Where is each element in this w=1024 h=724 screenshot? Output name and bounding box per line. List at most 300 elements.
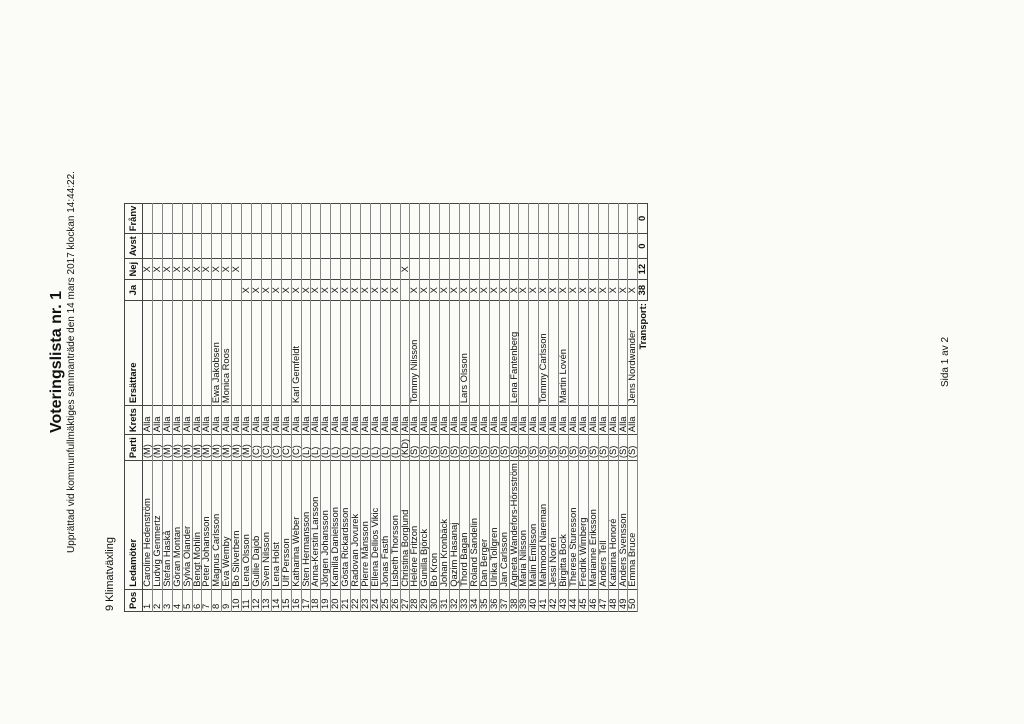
cell-nej [251, 259, 261, 280]
cell-ja: X [242, 280, 252, 301]
cell-franv [172, 203, 182, 234]
cell-name: Maria Nilsson [519, 461, 529, 590]
cell-franv [568, 203, 578, 234]
cell-krets: Alla [509, 406, 519, 435]
transport-avst: 0 [638, 234, 648, 259]
cell-krets: Alla [420, 406, 430, 435]
cell-name: Johan Kronbäck [440, 461, 450, 590]
cell-franv [420, 203, 430, 234]
cell-pos: 20 [331, 589, 341, 611]
cell-ersattare [251, 301, 261, 406]
cell-nej [588, 259, 598, 280]
cell-ja: X [598, 280, 608, 301]
cell-name: Katarina Honoré [608, 461, 618, 590]
transport-ja: 38 [638, 280, 648, 301]
cell-parti: (C) [251, 435, 261, 461]
cell-pos: 49 [618, 589, 628, 611]
voting-table [124, 203, 648, 612]
cell-name: Anders Svensson [618, 461, 628, 590]
cell-franv [281, 203, 291, 234]
cell-krets: Alla [450, 406, 460, 435]
cell-nej [578, 259, 588, 280]
cell-krets: Alla [370, 406, 380, 435]
table-body [143, 203, 638, 611]
cell-name: Ulf Persson [281, 461, 291, 590]
cell-pos: 27 [400, 589, 410, 611]
cell-pos: 30 [430, 589, 440, 611]
cell-name: Ellena Dellios Vikic [370, 461, 380, 590]
cell-parti: (L) [360, 435, 370, 461]
cell-krets: Alla [232, 406, 242, 435]
cell-ersattare [351, 301, 361, 406]
cell-name: Ulrika Tollgren [489, 461, 499, 590]
cell-franv [341, 203, 351, 234]
cell-franv [618, 203, 628, 234]
cell-franv [192, 203, 202, 234]
cell-nej: X [143, 259, 153, 280]
cell-name: Bo Kron [430, 461, 440, 590]
cell-name: Lisbeth Thorsson [390, 461, 400, 590]
cell-pos: 22 [351, 589, 361, 611]
cell-name: Sten Hermansson [301, 461, 311, 590]
cell-krets: Alla [390, 406, 400, 435]
cell-avst [311, 234, 321, 259]
cell-ersattare [519, 301, 529, 406]
cell-pos: 50 [628, 589, 638, 611]
cell-parti: (L) [331, 435, 341, 461]
cell-franv [162, 203, 172, 234]
cell-pos: 3 [162, 589, 172, 611]
cell-pos: 18 [311, 589, 321, 611]
cell-ja: X [469, 280, 479, 301]
cell-ja: X [578, 280, 588, 301]
cell-name: Jörgen Johansson [321, 461, 331, 590]
cell-franv [588, 203, 598, 234]
cell-parti: (S) [469, 435, 479, 461]
cell-avst [251, 234, 261, 259]
cell-krets: Alla [182, 406, 192, 435]
cell-pos: 33 [460, 589, 470, 611]
cell-ersattare [380, 301, 390, 406]
cell-pos: 1 [143, 589, 153, 611]
cell-nej: X [222, 259, 232, 280]
cell-nej: X [182, 259, 192, 280]
cell-pos: 19 [321, 589, 331, 611]
cell-parti: (L) [390, 435, 400, 461]
cell-pos: 29 [420, 589, 430, 611]
cell-name: Stefan Haskå [162, 461, 172, 590]
cell-krets: Alla [360, 406, 370, 435]
cell-parti: (S) [568, 435, 578, 461]
cell-ja: X [479, 280, 489, 301]
cell-krets: Alla [380, 406, 390, 435]
cell-parti: (S) [519, 435, 529, 461]
cell-avst [588, 234, 598, 259]
cell-krets: Alla [410, 406, 420, 435]
cell-franv [559, 203, 569, 234]
cell-pos: 21 [341, 589, 351, 611]
cell-pos: 23 [360, 589, 370, 611]
cell-franv [460, 203, 470, 234]
cell-ja [172, 280, 182, 301]
cell-nej [568, 259, 578, 280]
cell-ja: X [370, 280, 380, 301]
cell-krets: Alla [143, 406, 153, 435]
cell-parti: (C) [291, 435, 301, 461]
cell-nej [489, 259, 499, 280]
column-header-ersattare: Ersättare [125, 301, 143, 406]
cell-franv [440, 203, 450, 234]
cell-pos: 46 [588, 589, 598, 611]
cell-pos: 15 [281, 589, 291, 611]
cell-ja: X [608, 280, 618, 301]
cell-parti: (S) [529, 435, 539, 461]
cell-name: Magnus Carlsson [212, 461, 222, 590]
cell-franv [331, 203, 341, 234]
cell-avst [390, 234, 400, 259]
cell-ja: X [311, 280, 321, 301]
cell-parti: (S) [479, 435, 489, 461]
cell-nej [559, 259, 569, 280]
cell-franv [539, 203, 549, 234]
cell-nej [341, 259, 351, 280]
cell-name: Eva Wemby [222, 461, 232, 590]
cell-parti: (KD) [400, 435, 410, 461]
cell-name: Agneta Wandefors-Hörsström [509, 461, 519, 590]
cell-ersattare [242, 301, 252, 406]
cell-ja: X [559, 280, 569, 301]
cell-ja: X [588, 280, 598, 301]
cell-ja: X [628, 280, 638, 301]
cell-ersattare: Jens Nordwander [628, 301, 638, 406]
cell-ja: X [291, 280, 301, 301]
cell-avst [291, 234, 301, 259]
cell-ersattare [370, 301, 380, 406]
cell-ja: X [331, 280, 341, 301]
cell-krets: Alla [172, 406, 182, 435]
cell-nej [450, 259, 460, 280]
cell-ersattare: Tommy Nilsson [410, 301, 420, 406]
cell-ja: X [380, 280, 390, 301]
cell-parti: (S) [499, 435, 509, 461]
cell-avst [539, 234, 549, 259]
cell-avst [271, 234, 281, 259]
cell-ersattare [232, 301, 242, 406]
cell-parti: (C) [281, 435, 291, 461]
cell-avst [549, 234, 559, 259]
cell-franv [182, 203, 192, 234]
cell-franv [311, 203, 321, 234]
column-header-krets: Krets [125, 406, 143, 435]
cell-nej [430, 259, 440, 280]
cell-ja: X [301, 280, 311, 301]
cell-franv [608, 203, 618, 234]
transport-franv: 0 [638, 203, 648, 234]
cell-pos: 26 [390, 589, 400, 611]
column-header-ja: Ja [125, 280, 143, 301]
cell-krets: Alla [460, 406, 470, 435]
cell-ersattare [430, 301, 440, 406]
cell-parti: (M) [232, 435, 242, 461]
cell-ersattare [588, 301, 598, 406]
cell-pos: 4 [172, 589, 182, 611]
cell-parti: (L) [301, 435, 311, 461]
cell-ja [222, 280, 232, 301]
cell-krets: Alla [192, 406, 202, 435]
cell-krets: Alla [311, 406, 321, 435]
cell-pos: 38 [509, 589, 519, 611]
cell-parti: (S) [559, 435, 569, 461]
cell-nej [351, 259, 361, 280]
cell-pos: 6 [192, 589, 202, 611]
cell-ja [212, 280, 222, 301]
cell-avst [143, 234, 153, 259]
cell-parti: (L) [351, 435, 361, 461]
cell-avst [578, 234, 588, 259]
cell-ersattare [568, 301, 578, 406]
cell-parti: (L) [341, 435, 351, 461]
cell-ersattare [321, 301, 331, 406]
cell-nej [331, 259, 341, 280]
cell-franv [301, 203, 311, 234]
cell-pos: 7 [202, 589, 212, 611]
cell-pos: 14 [271, 589, 281, 611]
cell-ersattare: Lars Olsson [460, 301, 470, 406]
cell-avst [222, 234, 232, 259]
cell-krets: Alla [271, 406, 281, 435]
cell-avst [430, 234, 440, 259]
cell-name: Radovan Jovurek [351, 461, 361, 590]
cell-nej [242, 259, 252, 280]
cell-nej: X [202, 259, 212, 280]
cell-nej [608, 259, 618, 280]
transport-label: Transport: [636, 303, 648, 350]
cell-avst [440, 234, 450, 259]
cell-pos: 2 [152, 589, 162, 611]
cell-franv [242, 203, 252, 234]
cell-parti: (M) [182, 435, 192, 461]
cell-ja [202, 280, 212, 301]
cell-krets: Alla [440, 406, 450, 435]
cell-pos: 12 [251, 589, 261, 611]
cell-nej [420, 259, 430, 280]
cell-franv [509, 203, 519, 234]
cell-parti: (S) [588, 435, 598, 461]
cell-krets: Alla [628, 406, 638, 435]
cell-pos: 35 [479, 589, 489, 611]
cell-nej [380, 259, 390, 280]
page-number: Sida 1 av 2 [940, 336, 951, 388]
cell-pos: 47 [598, 589, 608, 611]
column-header-nej: Nej [125, 259, 143, 280]
cell-parti: (S) [539, 435, 549, 461]
cell-name: Marianne Eriksson [588, 461, 598, 590]
column-header-ledamoter: Ledamöter [125, 461, 143, 590]
cell-parti: (L) [311, 435, 321, 461]
cell-pos: 37 [499, 589, 509, 611]
cell-name: Katharina Weber [291, 461, 301, 590]
cell-krets: Alla [162, 406, 172, 435]
cell-franv [499, 203, 509, 234]
cell-franv [251, 203, 261, 234]
cell-avst [519, 234, 529, 259]
cell-krets: Alla [331, 406, 341, 435]
cell-pos: 25 [380, 589, 390, 611]
cell-name: Lena Holst [271, 461, 281, 590]
cell-name: Göran Montan [172, 461, 182, 590]
cell-ersattare [261, 301, 271, 406]
cell-ja: X [460, 280, 470, 301]
cell-pos: 13 [261, 589, 271, 611]
cell-krets: Alla [618, 406, 628, 435]
cell-krets: Alla [489, 406, 499, 435]
cell-nej [291, 259, 301, 280]
cell-krets: Alla [499, 406, 509, 435]
table-row [420, 203, 430, 611]
cell-parti: (S) [578, 435, 588, 461]
cell-name: Qazim Hasanaj [450, 461, 460, 590]
cell-ja: X [341, 280, 351, 301]
cell-ja: X [390, 280, 400, 301]
cell-avst [598, 234, 608, 259]
cell-name: Dan Berger [479, 461, 489, 590]
cell-name: Gunilla Björck [420, 461, 430, 590]
cell-name: Anders Tell [598, 461, 608, 590]
cell-ersattare [489, 301, 499, 406]
cell-nej [271, 259, 281, 280]
cell-name: Anna-Kerstin Larsson [311, 461, 321, 590]
cell-parti: (S) [420, 435, 430, 461]
agenda-item-label: 9 Klimatväxling [104, 537, 116, 611]
cell-nej [539, 259, 549, 280]
cell-avst [281, 234, 291, 259]
cell-krets: Alla [341, 406, 351, 435]
cell-ja: X [519, 280, 529, 301]
cell-franv [598, 203, 608, 234]
cell-parti: (S) [450, 435, 460, 461]
cell-nej: X [192, 259, 202, 280]
cell-krets: Alla [152, 406, 162, 435]
cell-ersattare: Martin Lovén [559, 301, 569, 406]
cell-ja: X [539, 280, 549, 301]
cell-ja [143, 280, 153, 301]
cell-avst [370, 234, 380, 259]
cell-ersattare: Tommy Carlsson [539, 301, 549, 406]
transport-nej: 12 [638, 259, 648, 280]
cell-ja: X [549, 280, 559, 301]
cell-pos: 39 [519, 589, 529, 611]
cell-ja: X [430, 280, 440, 301]
cell-ja: X [261, 280, 271, 301]
cell-krets: Alla [321, 406, 331, 435]
cell-avst [618, 234, 628, 259]
cell-krets: Alla [301, 406, 311, 435]
cell-avst [400, 234, 410, 259]
cell-pos: 10 [232, 589, 242, 611]
cell-nej [440, 259, 450, 280]
cell-parti: (M) [172, 435, 182, 461]
cell-avst [351, 234, 361, 259]
page-subtitle: Upprättad vid kommunfullmäktiges sammanträde den 14 mars 2017 klockan 14:44:22. [66, 171, 77, 553]
cell-ersattare [420, 301, 430, 406]
cell-parti: (S) [509, 435, 519, 461]
cell-name: Birgitta Bock [559, 461, 569, 590]
cell-parti: (L) [370, 435, 380, 461]
cell-nej [301, 259, 311, 280]
cell-pos: 16 [291, 589, 301, 611]
cell-krets: Alla [549, 406, 559, 435]
cell-avst [608, 234, 618, 259]
cell-nej [261, 259, 271, 280]
cell-pos: 31 [440, 589, 450, 611]
cell-nej: X [152, 259, 162, 280]
cell-name: Gösta Rickardsson [341, 461, 351, 590]
cell-avst [182, 234, 192, 259]
cell-ersattare [390, 301, 400, 406]
cell-name: Therese Sturesson [568, 461, 578, 590]
cell-ja: X [351, 280, 361, 301]
cell-pos: 48 [608, 589, 618, 611]
cell-avst [559, 234, 569, 259]
cell-ersattare [311, 301, 321, 406]
cell-parti: (S) [460, 435, 470, 461]
cell-parti: (M) [222, 435, 232, 461]
cell-parti: (M) [152, 435, 162, 461]
cell-krets: Alla [479, 406, 489, 435]
cell-ersattare [152, 301, 162, 406]
cell-avst [331, 234, 341, 259]
cell-parti: (S) [628, 435, 638, 461]
cell-avst [301, 234, 311, 259]
cell-nej [499, 259, 509, 280]
cell-name: Bo Silverbern [232, 461, 242, 590]
cell-ersattare [479, 301, 489, 406]
cell-avst [568, 234, 578, 259]
cell-pos: 8 [212, 589, 222, 611]
cell-ja: X [251, 280, 261, 301]
cell-ja: X [450, 280, 460, 301]
column-header-franv: Frånv [125, 203, 143, 234]
cell-nej [311, 259, 321, 280]
cell-avst [380, 234, 390, 259]
cell-nej: X [162, 259, 172, 280]
cell-pos: 41 [539, 589, 549, 611]
cell-pos: 44 [568, 589, 578, 611]
cell-name: Fredrik Wimberg [578, 461, 588, 590]
cell-parti: (S) [410, 435, 420, 461]
page-title: Voteringslista nr. 1 [48, 291, 65, 433]
cell-franv [370, 203, 380, 234]
cell-name: Mahmood Nareman [539, 461, 549, 590]
column-header-avst: Avst [125, 234, 143, 259]
cell-parti: (S) [440, 435, 450, 461]
cell-pos: 32 [450, 589, 460, 611]
cell-franv [212, 203, 222, 234]
cell-pos: 24 [370, 589, 380, 611]
cell-name: Gullie Dajob [251, 461, 261, 590]
cell-nej [519, 259, 529, 280]
cell-ja: X [489, 280, 499, 301]
cell-pos: 43 [559, 589, 569, 611]
cell-nej [460, 259, 470, 280]
cell-ja: X [440, 280, 450, 301]
column-header-parti: Parti [125, 435, 143, 461]
cell-franv [519, 203, 529, 234]
cell-avst [479, 234, 489, 259]
cell-parti: (M) [212, 435, 222, 461]
cell-franv [291, 203, 301, 234]
cell-ersattare: Monica Roos [222, 301, 232, 406]
